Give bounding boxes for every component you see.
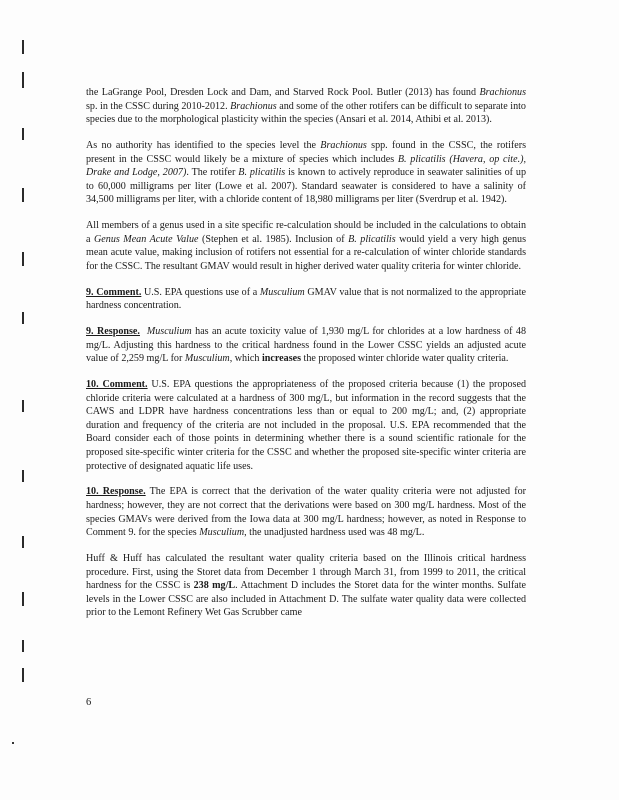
comment-9-label: 9. Comment. [86,286,142,298]
paragraph-species-mixture: As no authority has identified to the species level the Brachionus spp. found in the CSSC, the rotifers present in the CSSC would likely be a mixture of species which includes B. plicatilis (Havera, op cite.), Drake and Lodge, 2007). The rotifer B. plicatilis is known to actively reproduce in seawater salinities of up to 60,000 milligrams per liter (Lowe et al. 2007). Standard seawater is considered to have a salinity of 34,500 milligrams per liter, with a chloride content of 18,980 milligrams per liter (Sverdrup et al. 1942). [86,139,527,206]
response-10-label: 10. Response. [86,486,146,498]
document-body [86,86,526,632]
response-9-label: 9. Response. [86,326,140,338]
comment-9: 9. Comment. U.S. EPA questions use of a Musculium GMAV value that is not normalized to the appropriate hardness concentration. [86,286,526,312]
paragraph-critical-hardness: Huff & Huff has calculated the resultant water quality criteria based on the Illinois critical hardness procedure. First, using the Storet data from December 1 through March 31, from 1999 to 2011, the critical hardness for the CSSC is 238 mg/L. Attachment D includes the Storet data for the winter months. Sulfate levels in the Lower CSSC are also included in Attachment D. The sulfate water quality data were collected prior to the Lemont Refinery Wet Gas Scrubber came [86,552,527,619]
paragraph-genus-members: All members of a genus used in a site specific re-calculation should be included in the calculations to obtain a Genus Mean Acute Value (Stephen et al. 1985). Inclusion of B. plicatilis would yield a very high genus mean acute value, making inclusion of rotifers not essential for a re-calculation of winter chloride standards for the CSSC. The resultant GMAV would result in higher derived water quality criteria for winter chloride. [86,220,526,272]
scan-margin-marks [0,0,40,800]
comment-10-label: 10. Comment. [86,379,148,391]
comment-10: 10. Comment. U.S. EPA questions the appropriateness of the proposed criteria because (1) the proposed chloride criteria were calculated at a hardness of 300 mg/L, but information in the record suggests that the CAWS and LDPR have hardness concentrations less than or equal to 200 mg/L; and, (2) appropriate duration and frequency of the criteria are not included in the proposal. U.S. EPA recommended that the Board consider each of those points in determining whether there is a sound scientific rationale for the proposed site-specific winter criteria for the CSSC and whether the proposed site-specific winter criteria are protective of designated aquatic life uses. [86,379,526,472]
paragraph-brachionus-occurrence: the LaGrange Pool, Dresden Lock and Dam, and Starved Rock Pool. Butler (2013) has found Brachionus sp. in the CSSC during 2010-2012. Brachionus and some of the other rotifers can be difficult to separate into species due to the morphological plasticity within the species (Ansari et al. 2014, Athibi et al. 2013). [86,87,526,126]
response-10: 10. Response. The EPA is correct that the derivation of the water quality criteria were not adjusted for hardness; however, they are not correct that the derivations were based on 300 mg/L hardness. Most of the species GMAVs were derived from the Iowa data at 300 mg/L hardness; however, as noted in Response to Comment 9. for the species Musculium, the unadjusted hardness used was 48 mg/L. [86,486,526,539]
response-9: 9. Response. Musculium has an acute toxicity value of 1,930 mg/L for chlorides at a low hardness of 48 mg/L. Adjusting this hardness to the critical hardness found in the Lower CSSC yields an adjusted acute value of 2,259 mg/L for Musculium, which increases the proposed winter chloride water quality criteria. [86,326,527,365]
page-number: 6 [86,697,92,708]
